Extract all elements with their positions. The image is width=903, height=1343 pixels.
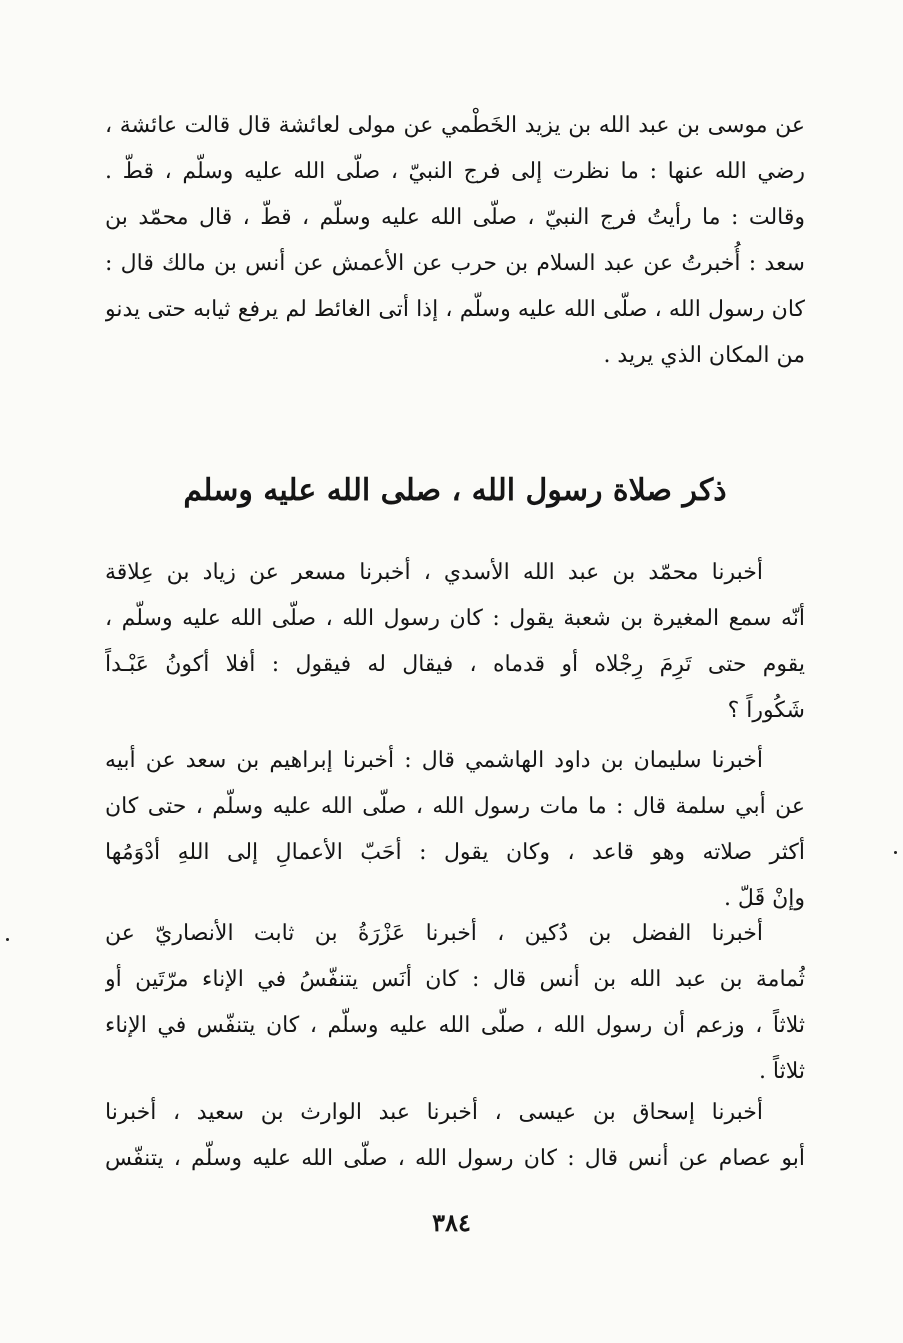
text-line: أخبرنا محمّد بن عبد الله الأسدي ، أخبرنا مسعر عن زياد بن عِلاقة <box>105 560 763 585</box>
text-line: عن موسى بن عبد الله بن يزيد الخَطْمي عن مولى لعائشة قال قالت عائشة ، <box>105 113 805 138</box>
text-line: أخبرنا إسحاق بن عيسى ، أخبرنا عبد الوارث بن سعيد ، أخبرنا <box>105 1100 763 1125</box>
intro-paragraph <box>105 103 805 379</box>
text-line: وإنْ قَلّ . <box>723 886 805 911</box>
paragraph <box>105 911 805 1095</box>
text-line: أبو عصام عن أنس قال : كان رسول الله ، صلّى الله عليه وسلّم ، يتنفّس <box>105 1146 805 1171</box>
text-line: وقالت : ما رأيتُ فرج النبيّ ، صلّى الله عليه وسلّم ، قطّ ، قال محمّد بن <box>105 205 805 230</box>
section-heading: ذكر صلاة رسول الله ، صلى الله عليه وسلم <box>183 473 727 508</box>
scan-speck <box>894 851 897 854</box>
text-line: أخبرنا سليمان بن داود الهاشمي قال : أخبرنا إبراهيم بن سعد عن أبيه <box>105 748 763 773</box>
text-line: عن أبي سلمة قال : ما مات رسول الله ، صلّى الله عليه وسلّم ، حتى كان <box>105 794 805 819</box>
text-line: ثلاثاً ، وزعم أن رسول الله ، صلّى الله عليه وسلّم ، كان يتنفّس في الإناء <box>105 1013 805 1038</box>
text-line: كان رسول الله ، صلّى الله عليه وسلّم ، إذا أتى الغائط لم يرفع ثيابه حتى يدنو <box>105 297 805 322</box>
text-line: شَكُوراً ؟ <box>727 698 805 723</box>
scan-speck <box>6 938 9 941</box>
text-line: ثُمامة بن عبد الله بن أنس قال : كان أنَس يتنفّسُ في الإناء مرّتَين أو <box>105 967 805 992</box>
text-line: رضي الله عنها : ما نظرت إلى فرج النبيّ ، صلّى الله عليه وسلّم ، قطّ . <box>105 159 805 184</box>
paragraph <box>105 550 805 734</box>
page-number: ٣٨٤ <box>432 1208 471 1237</box>
text-line: سعد : أُخبرتُ عن عبد السلام بن حرب عن الأعمش عن أنس بن مالك قال : <box>105 251 805 276</box>
paragraph <box>105 738 805 922</box>
text-line: أكثر صلاته وهو قاعد ، وكان يقول : أحَبّ الأعمالِ إلى اللهِ أدْوَمُها <box>105 840 805 865</box>
text-line: ثلاثاً . <box>758 1059 805 1084</box>
text-line: من المكان الذي يريد . <box>603 343 805 368</box>
text-line: يقوم حتى تَرِمَ رِجْلاه أو قدماه ، فيقال له فيقول : أفلا أكونُ عَبْـداً <box>105 652 805 677</box>
text-line: أخبرنا الفضل بن دُكين ، أخبرنا عَزْرَةُ بن ثابت الأنصاريّ عن <box>105 921 763 946</box>
paragraph <box>105 1090 805 1182</box>
text-line: أنّه سمع المغيرة بن شعبة يقول : كان رسول الله ، صلّى الله عليه وسلّم ، <box>105 606 805 631</box>
